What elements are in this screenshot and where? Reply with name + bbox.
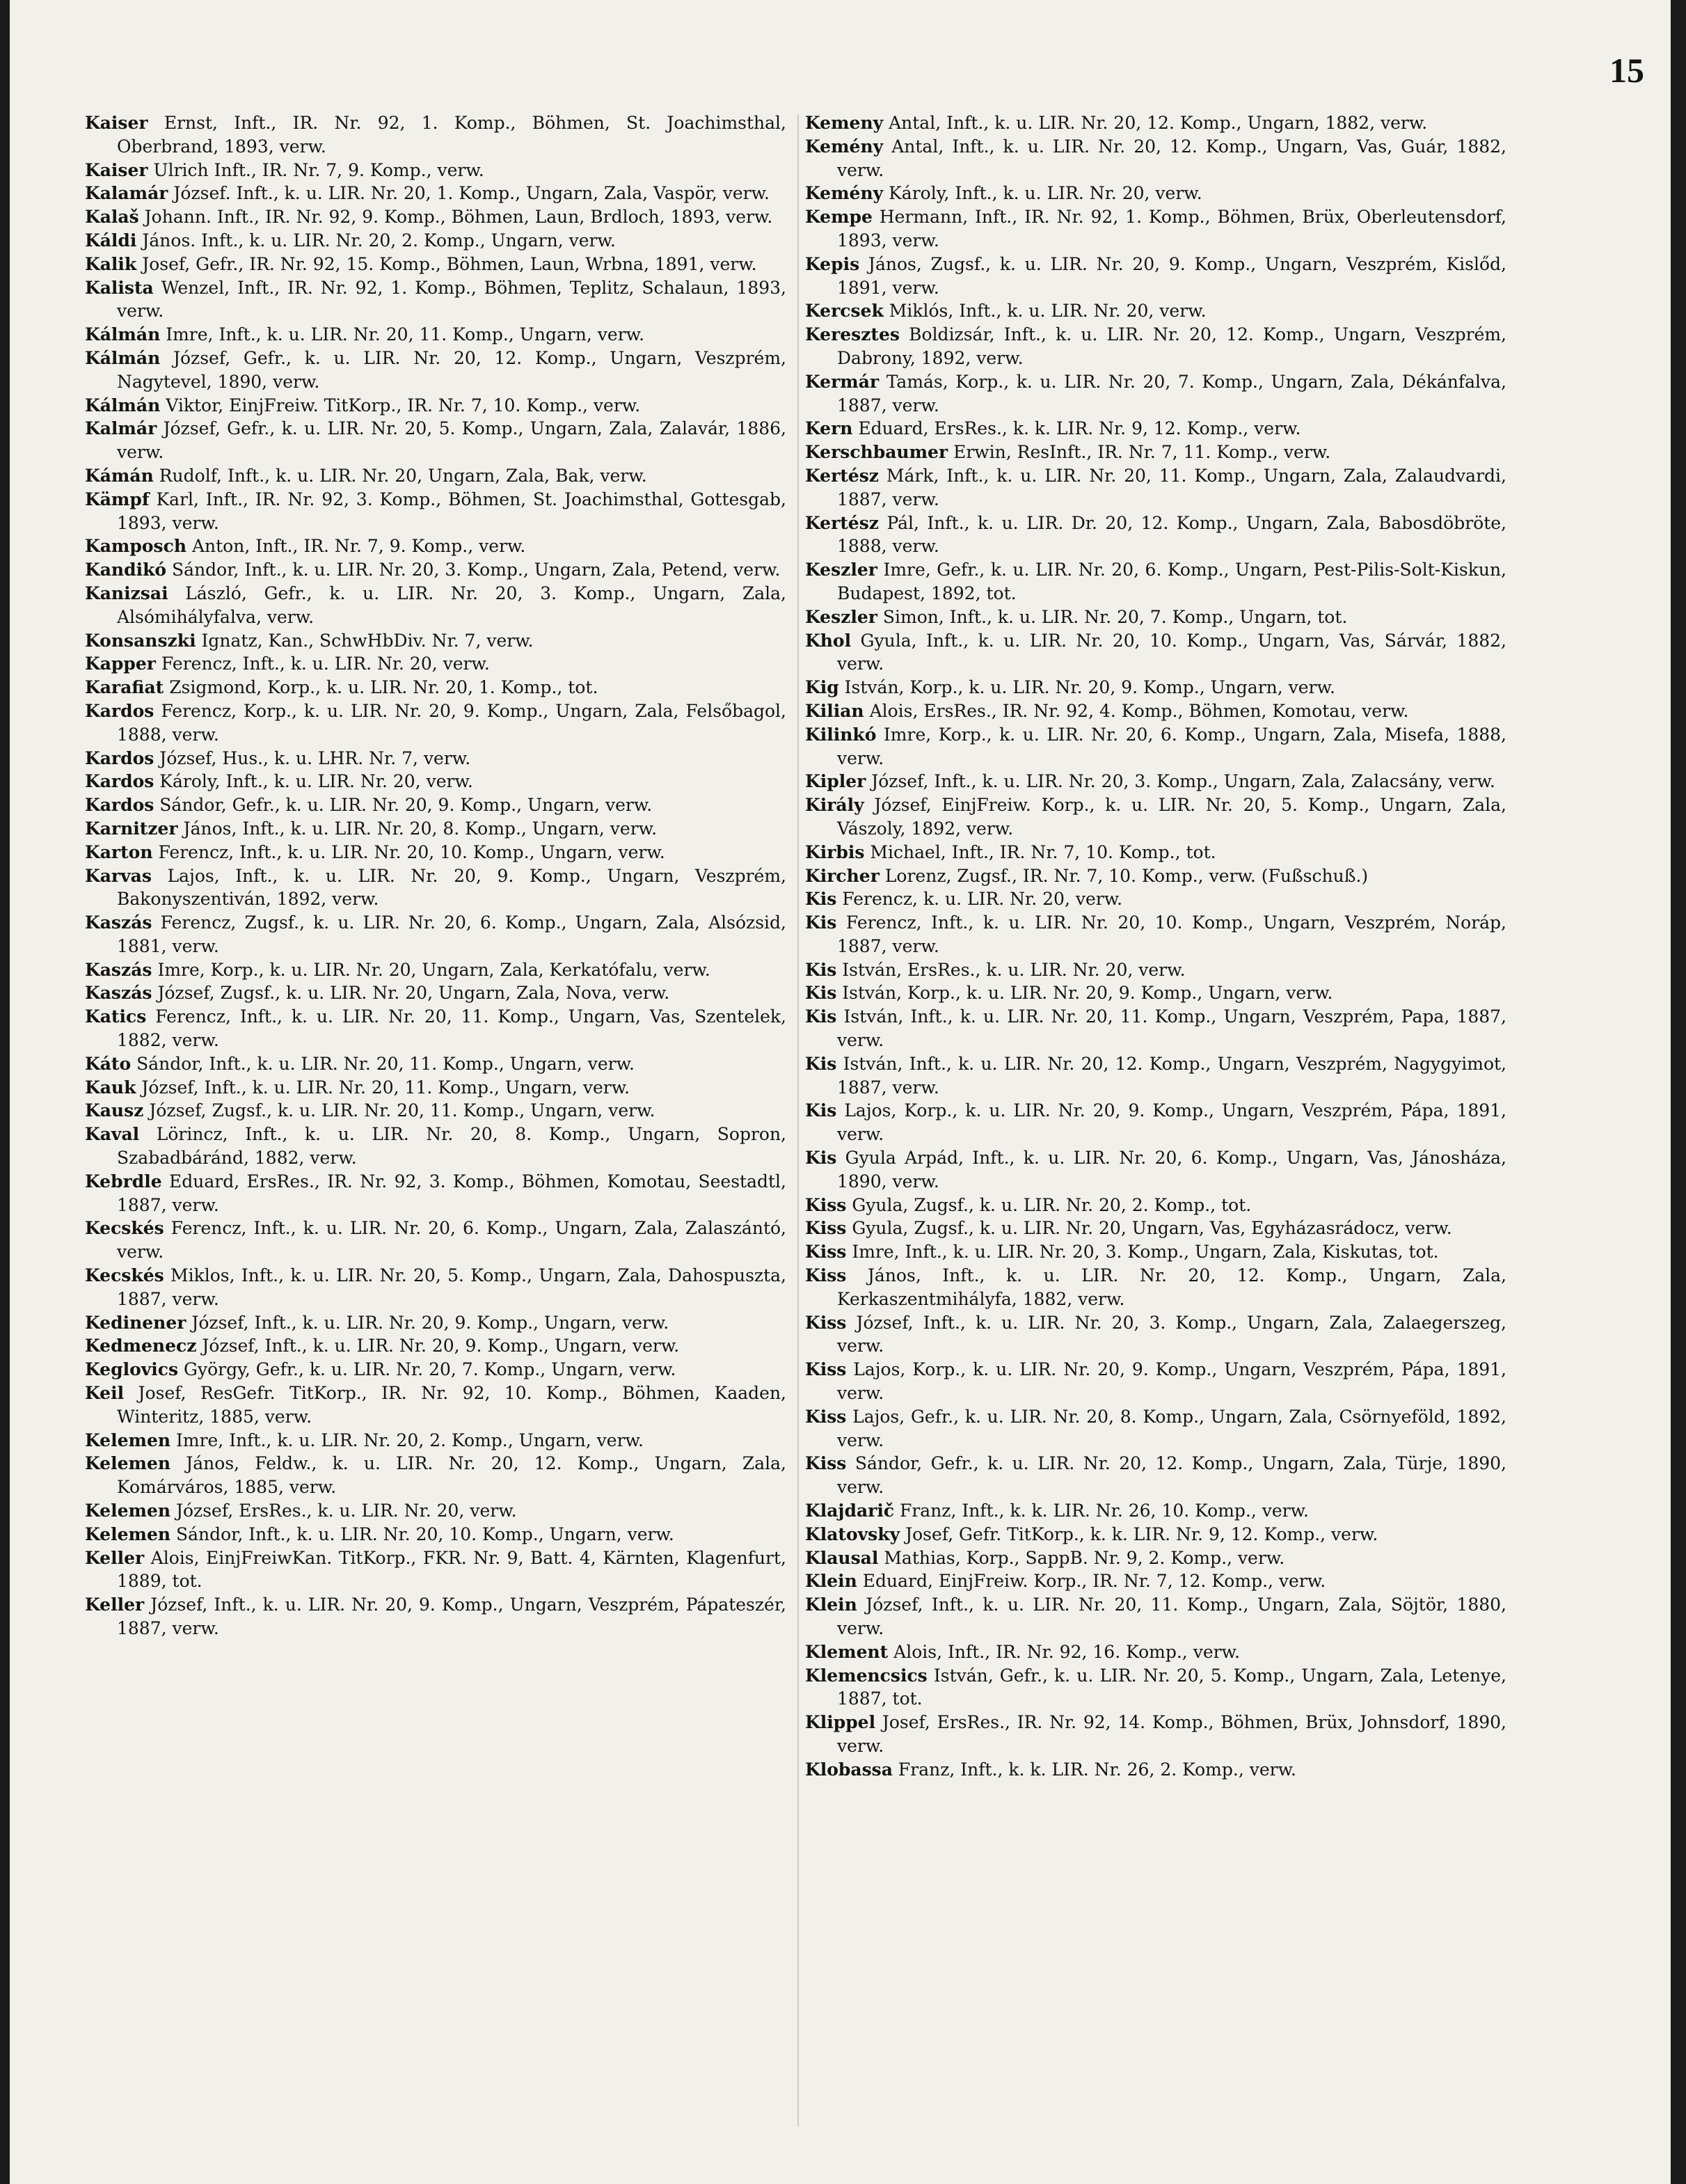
entry-surname: Klobassa	[805, 1759, 893, 1780]
list-entry	[805, 1640, 1506, 1664]
entry-surname: Klein	[805, 1595, 857, 1615]
entry-details: Josef, ErsRes., IR. Nr. 92, 14. Komp., Böhmen, Brüx, Johnsdorf, 1890, verw.	[837, 1712, 1506, 1756]
entry-details: Ulrich Inft., IR. Nr. 7, 9. Komp., verw.	[153, 159, 484, 180]
list-entry	[85, 1052, 786, 1076]
entry-details: István, Gefr., k. u. LIR. Nr. 20, 5. Komp., Ungarn, Zala, Letenye, 1887, tot.	[837, 1665, 1506, 1709]
list-entry	[85, 747, 786, 770]
entry-details: Zsigmond, Korp., k. u. LIR. Nr. 20, 1. Komp., tot.	[169, 677, 598, 698]
list-entry	[805, 1758, 1506, 1782]
page-number: 15	[1609, 51, 1644, 90]
entry-details: Simon, Inft., k. u. LIR. Nr. 20, 7. Komp., Ungarn, tot.	[882, 606, 1348, 627]
entry-surname: Kaiser	[85, 113, 148, 133]
list-entry	[85, 1311, 786, 1335]
list-entry	[805, 299, 1506, 323]
entry-surname: Kircher	[805, 865, 880, 886]
entry-details: Sándor, Inft., k. u. LIR. Nr. 20, 10. Komp., Ungarn, verw.	[175, 1524, 674, 1544]
entry-details: Imre, Inft., k. u. LIR. Nr. 20, 3. Komp., Ungarn, Zala, Kiskutas, tot.	[852, 1242, 1439, 1263]
entry-surname: Klement	[805, 1641, 889, 1662]
entry-surname: Kiss	[805, 1242, 847, 1263]
list-entry	[805, 1664, 1506, 1711]
list-entry	[805, 205, 1506, 253]
entry-details: Ferencz, Inft., k. u. LIR. Nr. 20, 11. Komp., Ungarn, Vas, Szentelek, 1882, verw.	[117, 1006, 786, 1051]
entry-surname: Kertész	[805, 512, 879, 533]
list-entry	[85, 417, 786, 464]
list-entry	[85, 253, 786, 276]
entry-details: Lajos, Gefr., k. u. LIR. Nr. 20, 8. Komp., Ungarn, Zala, Csörnyeföld, 1892, verw.	[837, 1406, 1506, 1450]
entry-surname: Keglovics	[85, 1359, 179, 1380]
list-entry	[805, 1499, 1506, 1523]
entry-details: Ernst, Inft., IR. Nr. 92, 1. Komp., Böhmen, St. Joachimsthal, Oberbrand, 1893, verw.	[117, 113, 786, 157]
entry-details: Franz, Inft., k. k. LIR. Nr. 26, 2. Komp., verw.	[898, 1759, 1296, 1780]
entry-details: József, Inft., k. u. LIR. Nr. 20, 9. Komp., Ungarn, verw.	[191, 1312, 669, 1333]
entry-surname: Kertész	[805, 465, 879, 486]
entry-details: Gyula, Zugsf., k. u. LIR. Nr. 20, 2. Komp., tot.	[852, 1194, 1252, 1215]
entry-surname: Keller	[85, 1547, 145, 1568]
entry-surname: Kipler	[805, 771, 866, 792]
entry-details: Josef, ResGefr. TitKorp., IR. Nr. 92, 10. Komp., Böhmen, Kaaden, Winteritz, 1885, verw.	[117, 1383, 786, 1427]
entry-details: Alois, Inft., IR. Nr. 92, 16. Komp., verw.	[893, 1641, 1240, 1662]
entry-surname: Kandikó	[85, 560, 167, 580]
entry-surname: Kilinkó	[805, 724, 877, 745]
list-entry	[805, 512, 1506, 559]
entry-surname: Kardos	[85, 771, 154, 792]
entry-details: Josef, Gefr. TitKorp., k. k. LIR. Nr. 9, 12. Komp., verw.	[905, 1524, 1378, 1544]
entry-surname: Kemény	[805, 136, 884, 157]
entry-details: János, Zugsf., k. u. LIR. Nr. 20, 9. Komp., Ungarn, Veszprém, Kislőd, 1891, verw.	[837, 253, 1506, 298]
entry-details: Michael, Inft., IR. Nr. 7, 10. Komp., tot.	[870, 841, 1216, 862]
entry-surname: Kamposch	[85, 536, 187, 557]
entry-surname: Kálmán	[85, 324, 161, 345]
scan-edge-right	[1671, 0, 1686, 2184]
entry-surname: Kerschbaumer	[805, 442, 948, 463]
entry-details: József, ErsRes., k. u. LIR. Nr. 20, verw.	[175, 1501, 517, 1521]
list-entry	[805, 1240, 1506, 1264]
entry-surname: Khol	[805, 630, 852, 651]
entry-details: Tamás, Korp., k. u. LIR. Nr. 20, 7. Komp., Ungarn, Zala, Dékánfalva, 1887, verw.	[837, 371, 1507, 416]
entry-details: Karl, Inft., IR. Nr. 92, 3. Komp., Böhmen, St. Joachimsthal, Gottesgab, 1893, verw.	[117, 489, 786, 533]
entry-details: Károly, Inft., k. u. LIR. Nr. 20, verw.	[889, 183, 1202, 204]
list-entry	[85, 1334, 786, 1358]
entry-surname: Katics	[85, 1006, 147, 1027]
entry-surname: Kiss	[805, 1218, 847, 1239]
entry-details: József, Hus., k. u. LHR. Nr. 7, verw.	[159, 747, 471, 768]
list-entry	[85, 347, 786, 394]
entry-surname: Kalmár	[85, 418, 157, 439]
list-entry	[85, 652, 786, 676]
entry-details: Imre, Inft., k. u. LIR. Nr. 20, 2. Komp., Ungarn, verw.	[175, 1430, 644, 1450]
entry-details: Ferencz, Zugsf., k. u. LIR. Nr. 20, 6. Komp., Ungarn, Zala, Alsózsid, 1881, verw.	[117, 912, 786, 956]
entry-details: István, ErsRes., k. u. LIR. Nr. 20, verw.	[842, 959, 1186, 980]
entry-surname: Karton	[85, 841, 153, 862]
list-entry	[805, 1358, 1506, 1405]
entry-details: István, Korp., k. u. LIR. Nr. 20, 9. Komp., Ungarn, verw.	[844, 677, 1335, 698]
entry-details: József, Gefr., k. u. LIR. Nr. 20, 5. Komp., Ungarn, Zala, Zalavár, 1886, verw.	[117, 418, 786, 463]
list-entry	[85, 582, 786, 629]
list-entry	[85, 1429, 786, 1453]
entry-surname: Kirbis	[805, 841, 865, 862]
entry-details: Lajos, Korp., k. u. LIR. Nr. 20, 9. Komp., Ungarn, Veszprém, Pápa, 1891, verw.	[837, 1100, 1506, 1145]
column-divider	[797, 115, 799, 2126]
right-column	[805, 111, 1506, 1782]
entry-surname: Kis	[805, 983, 837, 1004]
list-entry	[85, 1005, 786, 1052]
entry-surname: Klemencsics	[805, 1665, 928, 1686]
entry-surname: Kelemen	[85, 1430, 171, 1450]
entry-details: Franz, Inft., k. k. LIR. Nr. 26, 10. Komp., verw.	[900, 1501, 1310, 1521]
list-entry	[805, 182, 1506, 205]
entry-surname: Kemény	[805, 183, 884, 204]
entry-details: Antal, Inft., k. u. LIR. Nr. 20, 12. Komp., Ungarn, 1882, verw.	[889, 113, 1428, 133]
list-entry	[805, 135, 1506, 182]
entry-surname: Kalista	[85, 277, 154, 298]
entry-details: István, Inft., k. u. LIR. Nr. 20, 11. Komp., Ungarn, Veszprém, Papa, 1887, verw.	[837, 1006, 1506, 1051]
list-entry	[805, 793, 1506, 841]
entry-surname: Király	[805, 795, 864, 816]
list-entry	[805, 606, 1506, 629]
entry-surname: Kaszás	[85, 983, 152, 1004]
list-entry	[805, 629, 1506, 676]
entry-surname: Kedinener	[85, 1312, 186, 1333]
entry-details: János, Inft., k. u. LIR. Nr. 20, 12. Komp., Ungarn, Zala, Kerkaszentmihályfa, 1882, verw.	[837, 1265, 1506, 1309]
entry-surname: Kelemen	[85, 1524, 171, 1544]
entry-details: Hermann, Inft., IR. Nr. 92, 1. Komp., Böhmen, Brüx, Oberleutensdorf, 1893, verw.	[837, 207, 1506, 251]
list-entry	[805, 1217, 1506, 1240]
list-entry	[805, 111, 1506, 135]
list-entry	[85, 205, 786, 229]
entry-details: János, Inft., k. u. LIR. Nr. 20, 8. Komp., Ungarn, verw.	[183, 818, 658, 839]
entry-surname: Kelemen	[85, 1501, 171, 1521]
list-entry	[805, 1452, 1506, 1499]
entry-details: Wenzel, Inft., IR. Nr. 92, 1. Komp., Böhmen, Teplitz, Schalaun, 1893, verw.	[117, 277, 787, 322]
list-entry	[85, 1358, 786, 1382]
entry-details: János. Inft., k. u. LIR. Nr. 20, 2. Komp., Ungarn, verw.	[142, 230, 616, 251]
entry-surname: Kiss	[805, 1194, 847, 1215]
entry-details: József, Inft., k. u. LIR. Nr. 20, 9. Komp., Ungarn, verw.	[202, 1336, 680, 1356]
entry-surname: Kilian	[805, 700, 864, 721]
entry-details: Lajos, Korp., k. u. LIR. Nr. 20, 9. Komp., Ungarn, Veszprém, Pápa, 1891, verw.	[837, 1359, 1506, 1404]
entry-surname: Kalik	[85, 253, 137, 274]
entry-details: Johann. Inft., IR. Nr. 92, 9. Komp., Böhmen, Laun, Brdloch, 1893, verw.	[144, 207, 773, 228]
entry-surname: Keller	[85, 1595, 145, 1615]
list-entry	[805, 1405, 1506, 1453]
entry-details: Ferencz, Korp., k. u. LIR. Nr. 20, 9. Komp., Ungarn, Zala, Felsőbagol, 1888, verw.	[117, 700, 786, 745]
entry-details: Gyula Arpád, Inft., k. u. LIR. Nr. 20, 6. Komp., Ungarn, Vas, Jánosháza, 1890, verw.	[837, 1148, 1506, 1192]
list-entry	[85, 111, 786, 159]
entry-details: Josef, Gefr., IR. Nr. 92, 15. Komp., Böhmen, Laun, Wrbna, 1891, verw.	[142, 253, 757, 274]
entry-surname: Kausz	[85, 1100, 144, 1121]
list-entry	[85, 958, 786, 982]
entry-surname: Kaiser	[85, 159, 148, 180]
entry-details: József, Zugsf., k. u. LIR. Nr. 20, Ungarn, Zala, Nova, verw.	[157, 983, 670, 1004]
list-entry	[85, 1452, 786, 1499]
entry-surname: Keresztes	[805, 324, 900, 345]
entry-details: Erwin, ResInft., IR. Nr. 7, 11. Komp., verw.	[953, 442, 1331, 463]
entry-surname: Kiss	[805, 1312, 847, 1333]
entry-details: Ferencz, k. u. LIR. Nr. 20, verw.	[842, 889, 1123, 910]
entry-surname: Kecskés	[85, 1218, 164, 1239]
entry-details: József, Inft., k. u. LIR. Nr. 20, 3. Komp., Ungarn, Zala, Zalacsány, verw.	[871, 771, 1495, 792]
scan-edge-left	[0, 0, 10, 2184]
entry-details: József, Zugsf., k. u. LIR. Nr. 20, 11. Komp., Ungarn, verw.	[149, 1100, 655, 1121]
entry-surname: Klein	[805, 1571, 857, 1592]
entry-details: Eduard, ErsRes., k. k. LIR. Nr. 9, 12. Komp., verw.	[858, 418, 1301, 439]
entry-details: József, Inft., k. u. LIR. Nr. 20, 3. Komp., Ungarn, Zala, Zalaegerszeg, verw.	[837, 1312, 1506, 1356]
list-entry	[805, 464, 1506, 512]
list-entry	[805, 1711, 1506, 1758]
entry-surname: Kig	[805, 677, 839, 698]
entry-details: Antal, Inft., k. u. LIR. Nr. 20, 12. Komp., Ungarn, Vas, Guár, 1882, verw.	[837, 136, 1506, 180]
list-entry	[85, 488, 786, 535]
list-entry	[85, 1382, 786, 1429]
left-column	[85, 111, 786, 1640]
entry-surname: Kanizsai	[85, 583, 168, 603]
list-entry	[85, 841, 786, 864]
entry-details: Sándor, Gefr., k. u. LIR. Nr. 20, 9. Komp., Ungarn, verw.	[159, 795, 653, 816]
entry-details: Márk, Inft., k. u. LIR. Nr. 20, 11. Komp., Ungarn, Zala, Zalaudvardi, 1887, verw.	[837, 465, 1506, 509]
entry-surname: Kardos	[85, 700, 154, 721]
list-entry	[805, 699, 1506, 723]
entry-surname: Kiss	[805, 1265, 847, 1286]
entry-details: József, Gefr., k. u. LIR. Nr. 20, 12. Komp., Ungarn, Veszprém, Nagytevel, 1890, verw.	[117, 347, 787, 392]
entry-details: Mathias, Korp., SappB. Nr. 9, 2. Komp., verw.	[884, 1547, 1285, 1568]
list-entry	[85, 394, 786, 418]
entry-surname: Klausal	[805, 1547, 879, 1568]
list-entry	[805, 911, 1506, 958]
entry-details: Imre, Inft., k. u. LIR. Nr. 20, 11. Komp., Ungarn, verw.	[166, 324, 645, 345]
entry-surname: Kis	[805, 959, 837, 980]
entry-details: Rudolf, Inft., k. u. LIR. Nr. 20, Ungarn, Zala, Bak, verw.	[159, 465, 647, 486]
entry-surname: Kaszás	[85, 912, 152, 933]
list-entry	[85, 1593, 786, 1640]
list-entry	[85, 1499, 786, 1523]
entry-details: Gyula, Inft., k. u. LIR. Nr. 20, 10. Komp., Ungarn, Vas, Sárvár, 1882, verw.	[837, 630, 1506, 674]
entry-details: Alois, EinjFreiwKan. TitKorp., FKR. Nr. 9, Batt. 4, Kärnten, Klagenfurt, 1889, tot.	[117, 1547, 786, 1592]
entry-details: György, Gefr., k. u. LIR. Nr. 20, 7. Komp., Ungarn, verw.	[184, 1359, 676, 1380]
entry-surname: Kelemen	[85, 1453, 171, 1474]
entry-surname: Konsanszki	[85, 630, 196, 651]
entry-surname: Karvas	[85, 865, 152, 886]
entry-details: Ferencz, Inft., k. u. LIR. Nr. 20, 10. Komp., Ungarn, verw.	[158, 841, 665, 862]
list-entry	[805, 1546, 1506, 1570]
list-entry	[805, 1569, 1506, 1593]
entry-surname: Kardos	[85, 795, 154, 816]
entry-surname: Kern	[805, 418, 853, 439]
list-entry	[85, 1217, 786, 1264]
list-entry	[805, 1099, 1506, 1146]
entry-details: Viktor, EinjFreiw. TitKorp., IR. Nr. 7, 10. Komp., verw.	[166, 395, 641, 416]
entry-details: Miklós, Inft., k. u. LIR. Nr. 20, verw.	[889, 301, 1207, 322]
entry-surname: Keil	[85, 1383, 125, 1404]
entry-details: Sándor, Inft., k. u. LIR. Nr. 20, 3. Komp., Ungarn, Zala, Petend, verw.	[172, 560, 781, 580]
entry-surname: Kis	[805, 1148, 837, 1169]
entry-surname: Kalaš	[85, 207, 139, 228]
entry-details: Miklos, Inft., k. u. LIR. Nr. 20, 5. Komp., Ungarn, Zala, Dahospuszta, 1887, verw.	[117, 1265, 786, 1309]
list-entry	[85, 182, 786, 205]
entry-details: István, Korp., k. u. LIR. Nr. 20, 9. Komp., Ungarn, verw.	[842, 983, 1333, 1004]
list-entry	[85, 558, 786, 582]
list-entry	[805, 841, 1506, 864]
list-entry	[805, 253, 1506, 300]
entry-surname: Kecskés	[85, 1265, 164, 1286]
entry-details: Lajos, Inft., k. u. LIR. Nr. 20, 9. Komp., Ungarn, Veszprém, Bakonyszentiván, 1892, verw.	[117, 865, 786, 910]
entry-details: Anton, Inft., IR. Nr. 7, 9. Komp., verw.	[191, 536, 526, 557]
list-entry	[85, 276, 786, 324]
entry-surname: Kálmán	[85, 395, 161, 416]
list-entry	[85, 1076, 786, 1100]
list-entry	[85, 676, 786, 699]
list-entry	[85, 699, 786, 747]
entry-surname: Kepis	[805, 253, 860, 274]
list-entry	[805, 981, 1506, 1005]
list-entry	[85, 793, 786, 817]
list-entry	[805, 1523, 1506, 1546]
list-entry	[805, 417, 1506, 441]
entry-surname: Kardos	[85, 747, 154, 768]
entry-surname: Kemeny	[805, 113, 884, 133]
entry-details: Lörincz, Inft., k. u. LIR. Nr. 20, 8. Komp., Ungarn, Sopron, Szabadbáránd, 1882, verw.	[117, 1124, 786, 1169]
entry-surname: Kaszás	[85, 959, 152, 980]
entry-details: Pál, Inft., k. u. LIR. Dr. 20, 12. Komp., Ungarn, Zala, Babosdöbröte, 1888, verw.	[837, 512, 1506, 557]
entry-details: László, Gefr., k. u. LIR. Nr. 20, 3. Komp., Ungarn, Zala, Alsómihályfalva, verw.	[117, 583, 786, 627]
entry-details: József, EinjFreiw. Korp., k. u. LIR. Nr. 20, 5. Komp., Ungarn, Zala, Vászoly, 1892, verw.	[837, 795, 1507, 839]
list-entry	[805, 558, 1506, 606]
entry-details: Sándor, Inft., k. u. LIR. Nr. 20, 11. Komp., Ungarn, verw.	[136, 1053, 635, 1074]
list-entry	[85, 323, 786, 347]
entry-details: Sándor, Gefr., k. u. LIR. Nr. 20, 12. Komp., Ungarn, Zala, Türje, 1890, verw.	[837, 1453, 1506, 1498]
entry-surname: Kis	[805, 1100, 837, 1121]
list-entry	[85, 1170, 786, 1217]
entry-surname: Kiss	[805, 1359, 847, 1380]
entry-surname: Kaval	[85, 1124, 140, 1145]
entry-details: Ignatz, Kan., SchwHbDiv. Nr. 7, verw.	[201, 630, 534, 651]
entry-details: Alois, ErsRes., IR. Nr. 92, 4. Komp., Böhmen, Komotau, verw.	[869, 700, 1409, 721]
entry-details: Lorenz, Zugsf., IR. Nr. 7, 10. Komp., verw. (Fußschuß.)	[884, 865, 1369, 886]
entry-surname: Keszler	[805, 560, 877, 580]
list-entry	[85, 911, 786, 958]
entry-surname: Kis	[805, 912, 837, 933]
list-entry	[805, 770, 1506, 793]
entry-details: József. Inft., k. u. LIR. Nr. 20, 1. Komp., Ungarn, Zala, Vaspör, verw.	[173, 183, 770, 204]
list-entry	[85, 1523, 786, 1546]
entry-surname: Klippel	[805, 1712, 876, 1733]
entry-surname: Káldi	[85, 230, 137, 251]
entry-surname: Klajdarič	[805, 1501, 895, 1521]
entry-surname: Kauk	[85, 1077, 136, 1098]
entry-details: Ferencz, Inft., k. u. LIR. Nr. 20, 6. Komp., Ungarn, Zala, Zalaszántó, verw.	[117, 1218, 786, 1263]
entry-details: Imre, Gefr., k. u. LIR. Nr. 20, 6. Komp., Ungarn, Pest-Pilis-Solt-Kiskun, Budapest, 1892, tot.	[837, 560, 1506, 603]
entry-surname: Kapper	[85, 654, 156, 674]
entry-details: Imre, Korp., k. u. LIR. Nr. 20, Ungarn, Zala, Kerkatófalu, verw.	[157, 959, 710, 980]
list-entry	[805, 323, 1506, 370]
entry-details: Ferencz, Inft., k. u. LIR. Nr. 20, verw.	[161, 654, 490, 674]
list-entry	[85, 981, 786, 1005]
list-entry	[85, 464, 786, 488]
entry-surname: Kis	[805, 889, 837, 910]
entry-surname: Kiss	[805, 1453, 847, 1474]
list-entry	[805, 1005, 1506, 1052]
entry-surname: Kalamár	[85, 183, 168, 204]
entry-details: József, Inft., k. u. LIR. Nr. 20, 11. Komp., Ungarn, verw.	[141, 1077, 630, 1098]
list-entry	[85, 1546, 786, 1594]
entry-details: Gyula, Zugsf., k. u. LIR. Nr. 20, Ungarn, Vas, Egyházasrádocz, verw.	[852, 1218, 1452, 1239]
entry-details: Eduard, ErsRes., IR. Nr. 92, 3. Komp., Böhmen, Komotau, Seestadtl, 1887, verw.	[117, 1171, 786, 1215]
list-entry	[805, 1194, 1506, 1217]
list-entry	[805, 441, 1506, 464]
entry-details: József, Inft., k. u. LIR. Nr. 20, 9. Komp., Ungarn, Veszprém, Pápateszér, 1887, verw.	[117, 1595, 786, 1638]
entry-details: József, Inft., k. u. LIR. Nr. 20, 11. Komp., Ungarn, Zala, Söjtör, 1880, verw.	[837, 1595, 1507, 1638]
entry-details: Károly, Inft., k. u. LIR. Nr. 20, verw.	[159, 771, 473, 792]
list-entry	[85, 535, 786, 558]
list-entry	[85, 159, 786, 182]
list-entry	[805, 723, 1506, 770]
entry-surname: Kercsek	[805, 301, 884, 322]
list-entry	[805, 1311, 1506, 1359]
list-entry	[805, 370, 1506, 418]
entry-surname: Kermár	[805, 371, 880, 392]
entry-surname: Kiss	[805, 1406, 847, 1427]
entry-surname: Káto	[85, 1053, 132, 1074]
entry-details: István, Inft., k. u. LIR. Nr. 20, 12. Komp., Ungarn, Veszprém, Nagygyimot, 1887, verw.	[837, 1053, 1506, 1098]
list-entry	[85, 629, 786, 653]
list-entry	[805, 1146, 1506, 1194]
entry-surname: Kis	[805, 1006, 837, 1027]
entry-surname: Klatovsky	[805, 1524, 900, 1544]
list-entry	[85, 864, 786, 912]
entry-details: János, Feldw., k. u. LIR. Nr. 20, 12. Komp., Ungarn, Zala, Komárváros, 1885, verw.	[117, 1453, 786, 1498]
list-entry	[805, 958, 1506, 982]
entry-details: Eduard, EinjFreiw. Korp., IR. Nr. 7, 12. Komp., verw.	[862, 1571, 1326, 1592]
list-entry	[85, 770, 786, 793]
entry-surname: Kis	[805, 1053, 837, 1074]
entry-surname: Kempe	[805, 207, 873, 228]
entry-surname: Karafiat	[85, 677, 164, 698]
entry-surname: Keszler	[805, 606, 877, 627]
entry-surname: Kebrdle	[85, 1171, 162, 1192]
entry-surname: Kämpf	[85, 489, 150, 509]
list-entry	[805, 887, 1506, 911]
entry-surname: Karnitzer	[85, 818, 178, 839]
entry-details: Boldizsár, Inft., k. u. LIR. Nr. 20, 12. Komp., Ungarn, Veszprém, Dabrony, 1892, verw.	[837, 324, 1506, 368]
list-entry	[85, 1099, 786, 1123]
list-entry	[805, 864, 1506, 888]
list-entry	[805, 1264, 1506, 1311]
entry-surname: Kálmán	[85, 347, 161, 368]
list-entry	[805, 1052, 1506, 1100]
list-entry	[805, 676, 1506, 699]
list-entry	[85, 1123, 786, 1170]
entry-details: Ferencz, Inft., k. u. LIR. Nr. 20, 10. Komp., Ungarn, Veszprém, Noráp, 1887, verw.	[837, 912, 1507, 956]
list-entry	[805, 1593, 1506, 1640]
list-entry	[85, 229, 786, 253]
entry-surname: Kedmenecz	[85, 1336, 197, 1356]
list-entry	[85, 817, 786, 841]
entry-surname: Kámán	[85, 465, 154, 486]
entry-details: Imre, Korp., k. u. LIR. Nr. 20, 6. Komp., Ungarn, Zala, Misefa, 1888, verw.	[837, 724, 1506, 768]
list-entry	[85, 1264, 786, 1311]
